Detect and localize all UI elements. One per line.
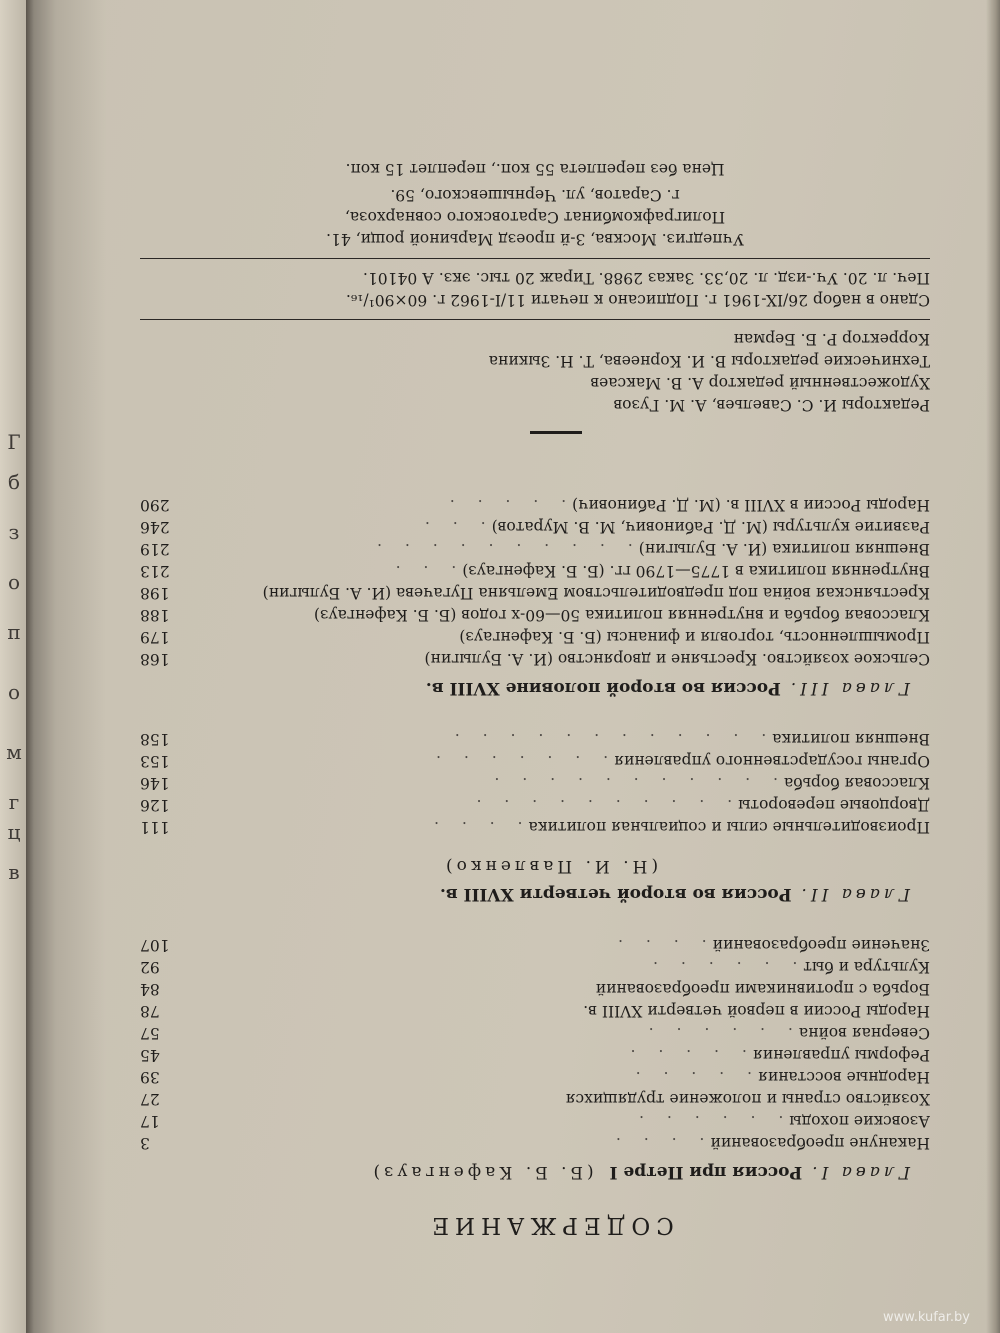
chapter-heading (110, 884, 990, 904)
left-page-letter: Г (7, 430, 21, 454)
divider (140, 319, 930, 320)
toc-entry[interactable] (110, 934, 990, 956)
entry-title: Народные восстания (758, 1068, 930, 1086)
entry-page: 168 (140, 650, 170, 668)
chapter-title: Россия при Петре I (609, 1162, 803, 1182)
left-page-letter: з (8, 520, 20, 544)
publisher-line: Учпедгиз. Москва, 3-й проезд Марьиной рощи, 41. (326, 230, 744, 248)
toc-entry[interactable] (110, 1066, 990, 1088)
entry-title: Производительные силы и социальная политика (528, 818, 930, 836)
entry-page: 246 (140, 518, 170, 536)
toc-entry[interactable] (110, 1022, 990, 1044)
separator-row (110, 416, 990, 464)
watermark: www.kufar.by (883, 1310, 970, 1325)
entry-page: 213 (140, 562, 170, 580)
toc-entry[interactable] (110, 604, 990, 626)
chapter-title: Россия во второй половине XVIII в. (425, 678, 781, 698)
entry-page: 3 (140, 1134, 150, 1152)
leader-dots: . . . . . . . . . . (467, 796, 733, 814)
leader-dots: . . . . . (626, 1068, 752, 1086)
entry-title: Дворцовые перевороты (738, 796, 930, 814)
entry-page: 107 (140, 936, 170, 954)
chapter-author: (Б. Б. Кафенгауз) (369, 1162, 594, 1182)
colophon (110, 158, 990, 416)
toc-entry[interactable] (110, 1088, 990, 1110)
left-page-letter: о (7, 680, 21, 704)
entry-title: Внешняя политика (И. А. Булыгин) (638, 540, 930, 558)
entry-title: Органы государственного управления (614, 752, 930, 770)
entry-title: Внутренняя политика в 1775—1790 гг. (Б. Б. Кафенгауз) (462, 562, 930, 580)
left-page-letter: о (7, 570, 21, 594)
entry-page: 84 (140, 980, 160, 998)
chapter-number: Глава I. (808, 1162, 910, 1182)
entry-title: Крестьянская война под предводительством Емельяна Пугачева (И. А. Булыгин) (262, 584, 930, 602)
leader-dots: . . . . . . (644, 958, 798, 976)
entry-title: Реформы управления (752, 1046, 930, 1064)
entry-page: 179 (140, 628, 170, 646)
leader-dots: . . . . . . . . . . (368, 540, 633, 558)
entry-page: 92 (140, 958, 160, 976)
book-gutter-shadow (26, 0, 106, 1333)
imprint-line: Сдано в набор 26/IX-1961 г. Подписано к печати 11/I-1962 г. 60×90¹/₁₆. (346, 291, 930, 309)
entry-page: 78 (140, 1002, 160, 1020)
entry-page: 198 (140, 584, 170, 602)
toc-entry[interactable] (110, 816, 990, 838)
toc-title: СОДЕРЖАНИЕ (426, 1212, 674, 1238)
entry-title: Сельское хозяйство. Крестьяне и дворянство (И. А. Булыгин) (424, 650, 930, 668)
left-page-letter: в (8, 860, 20, 884)
toc-entry[interactable] (110, 794, 990, 816)
leader-dots: . . . (416, 518, 486, 536)
entry-title: Хозяйство страны и положение трудящихся (565, 1090, 930, 1108)
toc-entry[interactable] (110, 560, 990, 582)
left-page-edge (0, 0, 28, 1333)
chapter-heading (110, 1162, 990, 1182)
left-page-letter: ц (7, 820, 21, 844)
leader-dots: . . . . . (621, 1046, 747, 1064)
leader-dots: . . . . . . . (427, 752, 609, 770)
leader-dots: . . . . . (440, 496, 567, 514)
entry-page: 188 (140, 606, 170, 624)
leader-dots: . . . . (425, 818, 523, 836)
art-editor-line: Художественный редактор А. В. Максаев (590, 374, 930, 392)
left-page-letter: п (7, 620, 21, 644)
toc-entry[interactable] (110, 772, 990, 794)
price-line: Цена без переплета 55 коп., переплет 15 коп. (345, 160, 725, 178)
entry-title: Классовая борьба (783, 774, 930, 792)
toc-entry[interactable] (110, 978, 990, 1000)
leader-dots: . . . . . . . . . . . . (445, 730, 767, 748)
left-page-letter: м (6, 740, 22, 764)
leader-dots: . . . (386, 562, 457, 580)
toc-entry[interactable] (110, 648, 990, 670)
chapter-3 (110, 494, 990, 698)
chapter-title: Россия во второй четверти XVIII в. (439, 884, 792, 904)
toc-entry[interactable] (110, 582, 990, 604)
book-page (110, 30, 990, 1300)
entry-title: Народы России в первой четверти XVIII в. (583, 1002, 930, 1020)
toc-entry[interactable] (110, 626, 990, 648)
toc-entry[interactable] (110, 494, 990, 516)
leader-dots: . . . . . . . . . . . (485, 774, 778, 792)
left-page-letter: г (8, 790, 20, 814)
toc-entry[interactable] (110, 1000, 990, 1022)
entry-title: Внешняя политика (772, 730, 930, 748)
entry-title: Накануне преобразований (710, 1134, 930, 1152)
chapter-1 (110, 934, 990, 1182)
entry-title: Народы России в XVIII в. (М. Д. Рабинович) (572, 496, 930, 514)
chapter-heading (110, 678, 990, 698)
entry-page: 17 (140, 1112, 160, 1130)
separator-mark (530, 431, 582, 434)
entry-page: 45 (140, 1046, 160, 1064)
toc-entry[interactable] (110, 538, 990, 560)
printer-address-line: г. Саратов, ул. Чернышевского, 59. (390, 186, 680, 204)
leader-dots: . . . . (606, 1134, 705, 1152)
entry-page: 111 (140, 818, 170, 836)
editors-line: Редакторы И. С. Савельев, А. М. Гузов (613, 396, 930, 414)
entry-title: Борьба с противниками преобразований (595, 980, 930, 998)
entry-title: Промышленность, торговля и финансы (Б. Б. Кафенгауз) (459, 628, 930, 646)
toc-entry[interactable] (110, 728, 990, 750)
entry-page: 153 (140, 752, 170, 770)
left-page-letter: б (7, 470, 21, 494)
leader-dots: . . . . (609, 936, 707, 954)
entry-page: 158 (140, 730, 170, 748)
imprint-line: Печ. л. 20. Уч.-изд. л. 20,33. Заказ 2988. Тираж 20 тыс. экз. А 04101. (363, 269, 930, 287)
tech-editors-line: Технические редакторы В. И. Корнеева, Т. Н. Зыкина (488, 352, 930, 370)
entry-title: Азовские походы (789, 1112, 930, 1130)
printer-info (140, 184, 930, 250)
toc-entry[interactable] (110, 750, 990, 772)
chapter-2 (110, 728, 990, 904)
imprint (140, 267, 930, 311)
leader-dots: . . . . . . (630, 1112, 784, 1130)
entry-title: Развитие культуры (М. Д. Рабинович, М. В. Муратов) (491, 518, 930, 536)
entry-title: Северная война (798, 1024, 930, 1042)
toc-entry[interactable] (110, 1110, 990, 1132)
chapter-number: Глава III. (786, 678, 910, 698)
printer-line: Полиграфкомбинат Саратовского совнархоза, (344, 208, 726, 226)
chapter-number: Глава II. (797, 884, 910, 904)
divider (140, 258, 930, 259)
toc-entry[interactable] (110, 956, 990, 978)
toc-entry[interactable] (110, 1132, 990, 1154)
corrector-line: Корректор Р. Б. Берман (733, 330, 930, 348)
toc-entry[interactable] (110, 1044, 990, 1066)
entry-page: 39 (140, 1068, 160, 1086)
entry-page: 126 (140, 796, 170, 814)
chapter-author: (Н. И. Павленко) (441, 856, 659, 876)
leader-dots: . . . . . . (639, 1024, 793, 1042)
entry-title: Классовая борьба и внутренняя политика 50—60-х годов (Б. Б. Кафенгауз) (313, 606, 930, 624)
entry-title: Культура и быт (803, 958, 930, 976)
entry-page: 27 (140, 1090, 160, 1108)
entry-page: 290 (140, 496, 170, 514)
entry-page: 146 (140, 774, 170, 792)
toc-entry[interactable] (110, 516, 990, 538)
entry-page: 219 (140, 540, 170, 558)
entry-title: Значение преобразований (712, 936, 930, 954)
entry-page: 57 (140, 1024, 160, 1042)
